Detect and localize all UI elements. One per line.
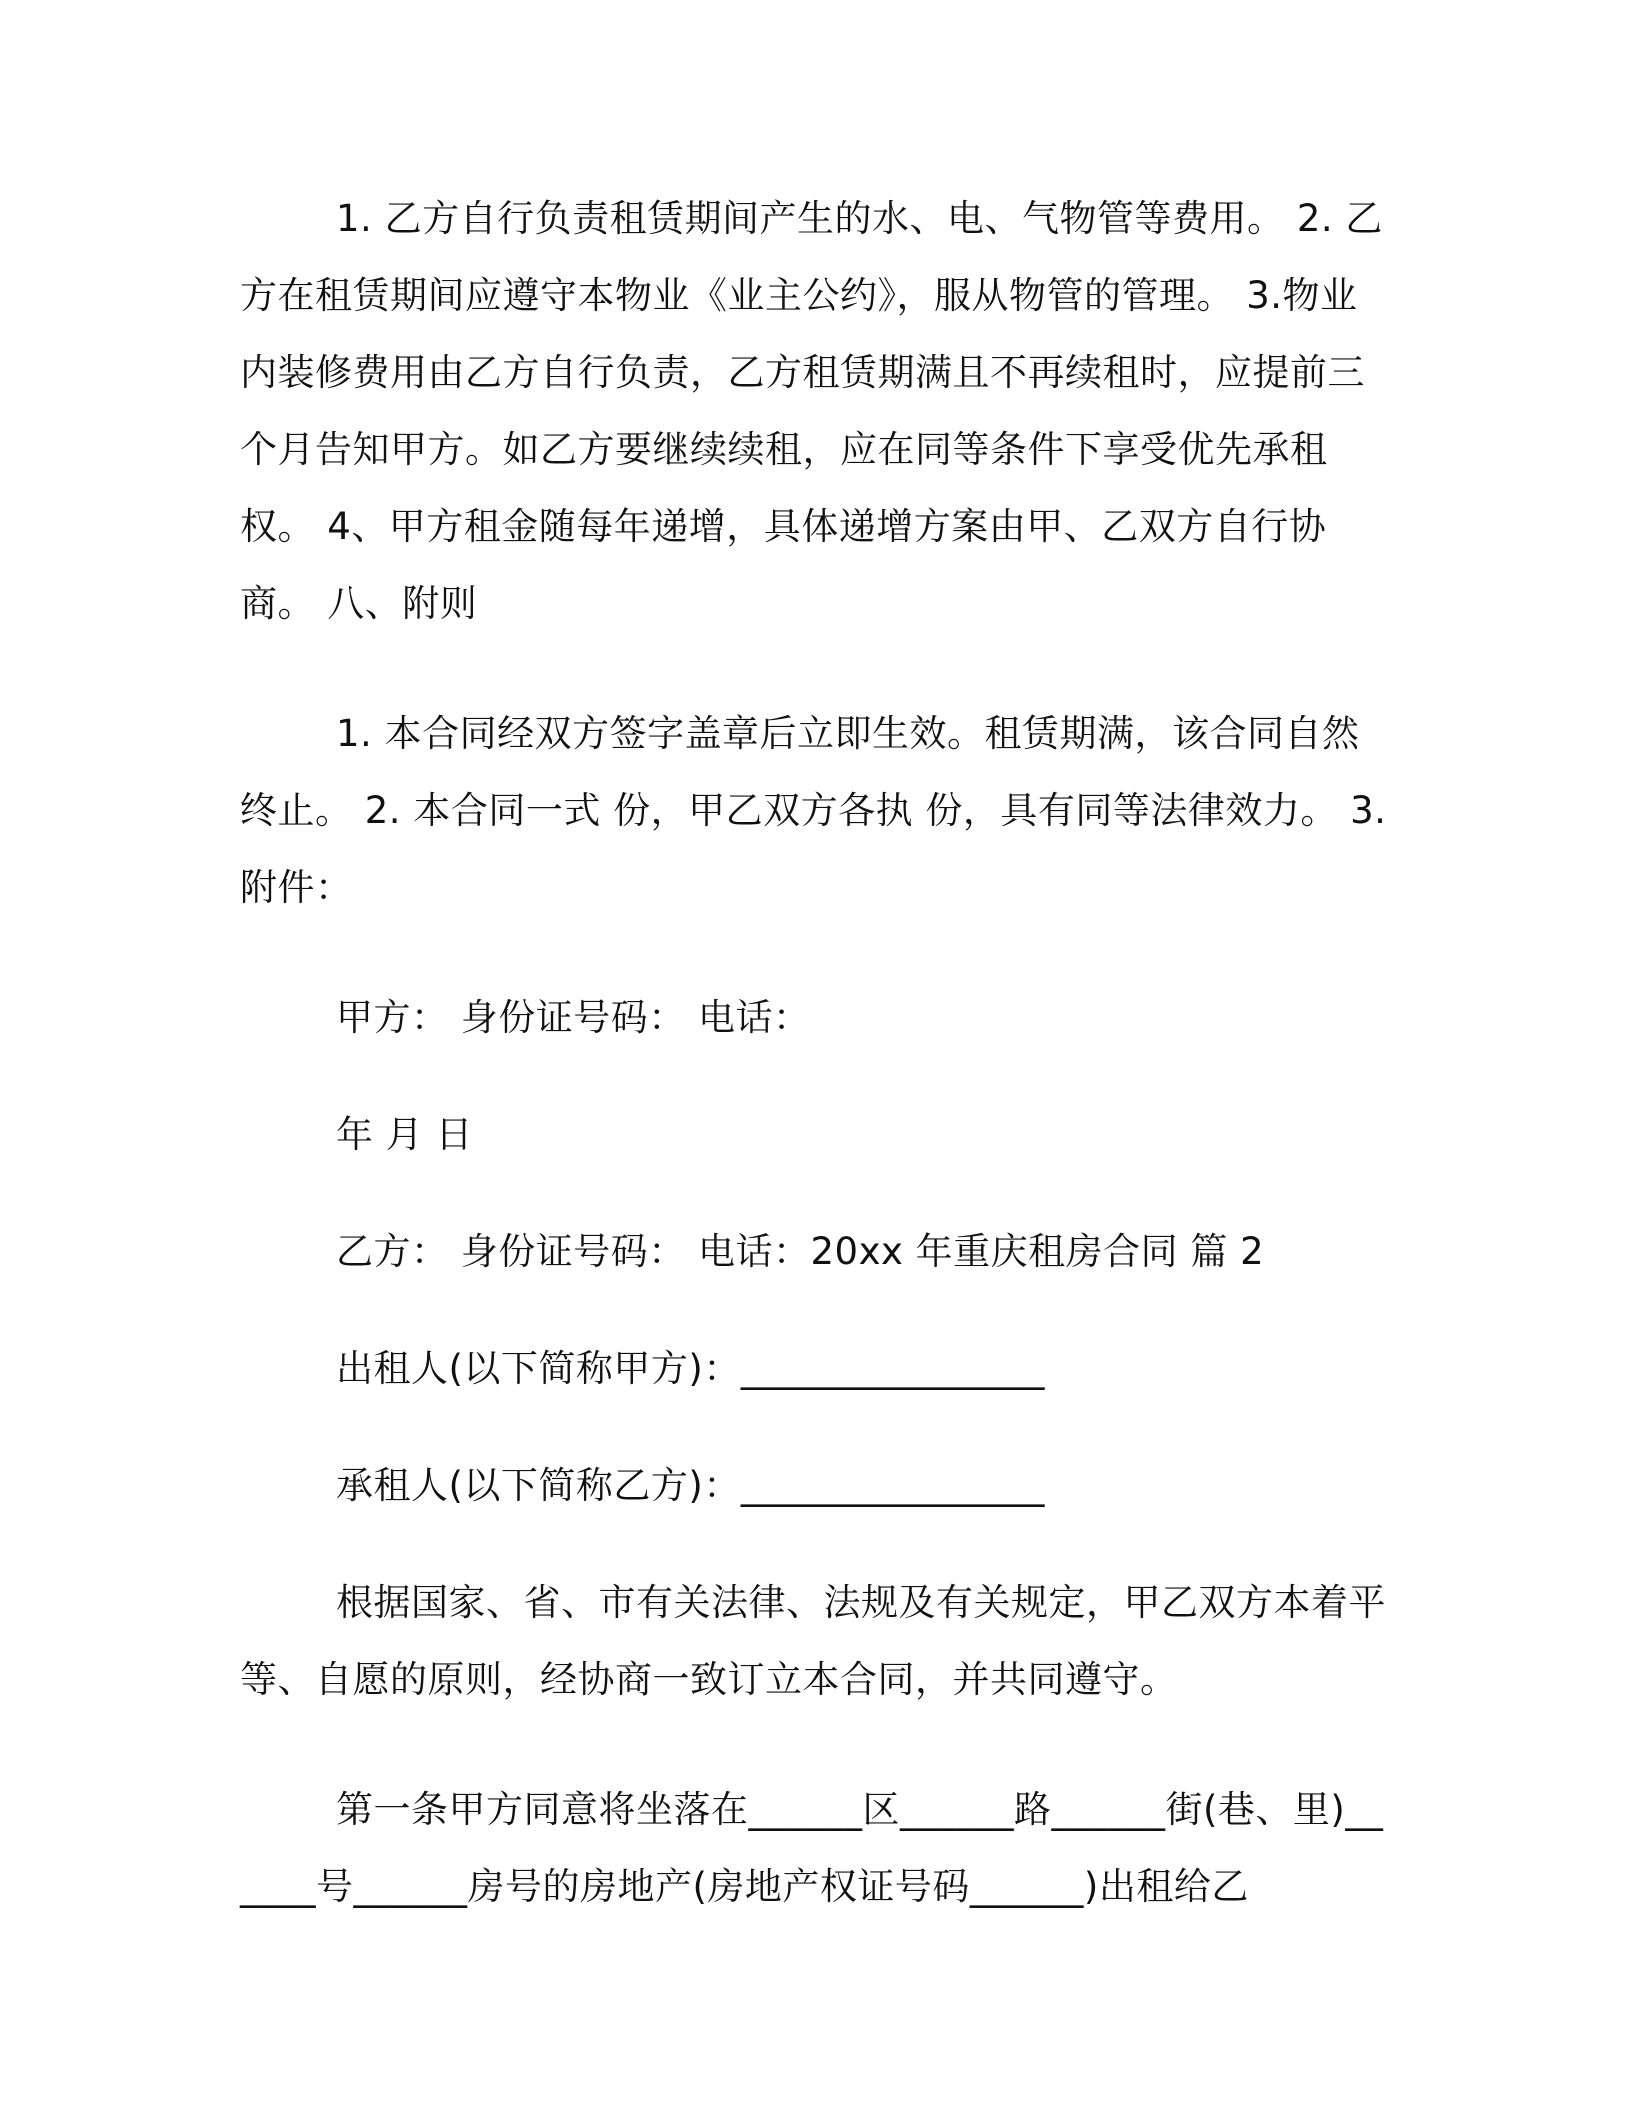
lessee-line: 承租人(以下简称乙方)：________________: [336, 1464, 1045, 1507]
preamble-paragraph: 根据国家、省、市有关法律、法规及有关规定，甲乙双方本着平等、自愿的原则，经协商一致订立本合同，并共同遵守。: [240, 1581, 1386, 1701]
document-page: [240, 180, 1390, 1925]
date-line: 年 月 日: [336, 1113, 474, 1156]
paragraph-fees-and-renewal: 1. 乙方自行负责租赁期间产生的水、电、气物管等费用。 2. 乙方在租赁期间应遵守本物业《业主公约》，服从物管的管理。 3.物业内装修费用由乙方自行负责，乙方租赁期满且不再续租时，应提前三个月告知甲方。如乙方要继续续租，应在同等条件下享受优先承租权。 4、甲方租金随每年递增，具体递增方案由甲、乙双方自行协商。 八、附则: [240, 197, 1383, 625]
lessor-line: 出租人(以下简称甲方)：________________: [336, 1347, 1045, 1390]
party-a-signature-line: 甲方： 身份证号码： 电话：: [336, 996, 811, 1039]
article-one-paragraph: 第一条甲方同意将坐落在______区______路______街(巷、里)______号______房号的房地产(房地产权证号码______)出租给乙: [240, 1788, 1384, 1908]
party-b-signature-line: 乙方： 身份证号码： 电话：20xx 年重庆租房合同 篇 2: [336, 1230, 1265, 1273]
paragraph-effectiveness: 1. 本合同经双方签字盖章后立即生效。租赁期满，该合同自然终止。 2. 本合同一式 份，甲乙双方各执 份，具有同等法律效力。 3. 附件：: [240, 712, 1387, 909]
